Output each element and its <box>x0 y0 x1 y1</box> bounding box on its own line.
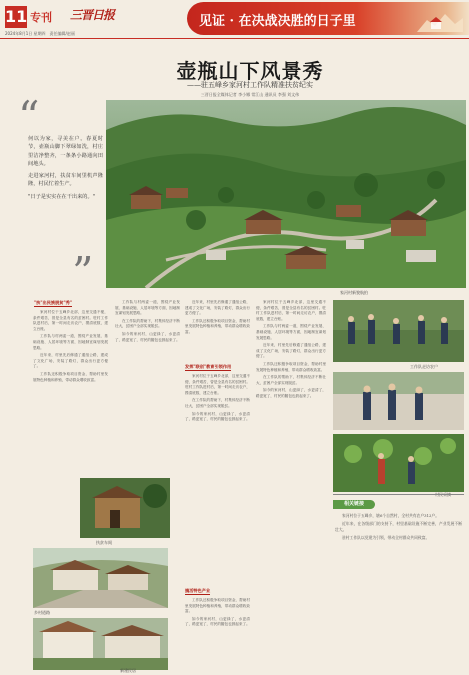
body-column-4 <box>256 300 326 670</box>
body-paragraph: 如今的家河村，山更绿了，水更清了，路更宽了，村民的腰包也鼓起来了。 <box>185 411 250 422</box>
lead-paragraph: "日子是实实在在干出来的。" <box>28 193 96 200</box>
body-column-1 <box>33 310 108 452</box>
body-paragraph: 家河村位于五峰乡北部，这里交通不便，条件艰苦，曾是全县有名的贫困村。驻村工作队进村后，第一时间走访农户，摸清底数，建立台账。 <box>256 300 326 321</box>
open-quote-icon: “ <box>18 92 40 141</box>
column-title: 见证 · 在决战决胜的日子里 <box>199 14 356 29</box>
body-paragraph: 在工作队的帮助下，村集体经济不断壮大，贫困户全部实现脱贫。 <box>115 318 180 329</box>
body-paragraph: 工作队还积极争取项目资金，帮助村里发展特色种植和养殖，带动群众增收致富。 <box>33 371 108 382</box>
body-paragraph: 如今的家河村，山更绿了，水更清了，路更宽了，村民的腰包也鼓起来了。 <box>256 388 326 398</box>
body-paragraph: 近年来，村里先后修通了通组公路，建成了文化广场，安装了路灯，群众出行更方便了。 <box>33 353 108 369</box>
body-column-3b <box>185 374 250 584</box>
sidebar-text <box>335 513 462 663</box>
work-team-photo <box>333 300 464 362</box>
body-paragraph: 如今的家河村，山更绿了，水更清了，路更宽了，村民的腰包也鼓起来了。 <box>185 616 250 627</box>
subhead-3: 搞活特色产业 <box>185 588 211 593</box>
sidebar-paragraph: 近年来，在各级部门的支持下，村里基础设施不断完善，产业发展不断壮大。 <box>335 521 462 532</box>
photo-caption: 家河村新貌航拍 <box>340 290 368 295</box>
body-column-3 <box>185 300 250 360</box>
photo-caption: 村民采摘 <box>435 492 451 497</box>
page-number: 11 <box>5 7 28 26</box>
body-paragraph: 工作队与村两委一道，围绕产业发展、基础设施、人居环境等方面，因地制宜谋划发展思路。 <box>256 324 326 340</box>
visit-photo <box>333 372 464 430</box>
body-paragraph: 工作队与村两委一道，围绕产业发展、基础设施、人居环境等方面，因地制宜谋划发展思路。 <box>115 300 180 316</box>
sidebar-paragraph: 驻村工作队以党建为引领，带动全村群众共同致富。 <box>342 535 430 540</box>
lead-text <box>28 135 103 205</box>
body-paragraph: 工作队还积极争取项目资金，帮助村里发展特色种植和养殖，带动群众增收致富。 <box>256 361 326 372</box>
body-paragraph: 家河村位于五峰乡北部，这里交通不便，条件艰苦，曾是全县有名的贫困村。驻村工作队进村后，第一时间走访农户，摸清底数，建立台账。 <box>185 374 250 395</box>
body-paragraph: 工作队与村两委一道，围绕产业发展、基础设施、人居环境等方面，因地制宜谋划发展思路。 <box>33 334 108 350</box>
body-paragraph: 近年来，村里先后修通了通组公路，建成了文化广场，安装了路灯，群众出行更方便了。 <box>185 300 250 316</box>
photo-caption: 扶贫车间 <box>96 540 112 545</box>
sidebar-paragraph: 家河村位于五峰乡，辖6个自然村，全村共有农户312户。 <box>342 513 439 518</box>
body-paragraph: 在工作队的帮助下，村集体经济不断壮大，贫困户全部实现脱贫。 <box>185 398 250 408</box>
paper-logo: 三晋日报 <box>70 8 115 22</box>
subhead-2: 发挥"联创"教育引领作用 <box>185 364 232 369</box>
lead-paragraph: 何以为家，寻美在户。春夏时节，壶瓶山脚下翠绿如洗，村庄里洁净整齐，一条条小路通向田间地头。 <box>28 136 103 167</box>
body-paragraph: 工作队还积极争取项目资金，帮助村里发展特色种植和养殖，带动群众增收致富。 <box>185 598 250 614</box>
main-aerial-photo <box>106 100 466 288</box>
column-banner <box>187 2 469 35</box>
workshop-photo <box>80 478 170 538</box>
page-header <box>0 0 469 40</box>
close-quote-icon: ” <box>72 248 94 297</box>
new-houses-photo <box>33 618 168 670</box>
harvest-photo <box>333 434 464 492</box>
article-title: 壶瓶山下风景秀 <box>176 59 324 83</box>
body-paragraph: 近年来，村里先后修通了通组公路，建成了文化广场，安装了路灯，群众出行更方便了。 <box>256 343 326 359</box>
body-column-3c <box>185 598 250 670</box>
body-paragraph: 如今的家河村，山更绿了，水更清了，路更宽了，村民的腰包也鼓起来了。 <box>115 331 180 342</box>
photo-caption: 新建民居 <box>120 668 136 673</box>
photo-caption: 工作队走访农户 <box>410 364 438 369</box>
article-byline: 三晋日报全媒体记者 李小娜 常江山 通讯员 李强 刘文伟 <box>200 92 300 97</box>
village-illustration-icon <box>417 6 463 32</box>
sidebar-badge: 相关链接 <box>333 500 375 509</box>
body-paragraph: 在工作队的帮助下，村集体经济不断壮大，贫困户全部实现脱贫。 <box>256 375 326 385</box>
section-label: 专刊 <box>30 11 52 24</box>
header-rule <box>0 38 469 39</box>
lead-paragraph: 走进家河村，扶贫车间里机声隆隆，村民忙着生产。 <box>28 173 103 188</box>
subhead-1: "扶"出民族脱贫"秀" <box>34 300 73 305</box>
village-road-photo <box>33 548 168 608</box>
dateline: 2024年8月1日 星期四 责任编辑/赵丽 <box>5 31 75 36</box>
body-paragraph: 工作队还积极争取项目资金，帮助村里发展特色种植和养殖，带动群众增收致富。 <box>185 318 250 334</box>
sidebar-box <box>333 494 464 664</box>
photo-caption: 乡村道路 <box>34 610 50 615</box>
body-column-2 <box>115 300 180 475</box>
body-paragraph: 家河村位于五峰乡北部，这里交通不便，条件艰苦，曾是全县有名的贫困村。驻村工作队进村后，第一时间走访农户，摸清底数，建立台账。 <box>33 310 108 331</box>
article-subtitle: ——驻五峰乡家河村工作队精准扶贫纪实 <box>187 81 313 89</box>
